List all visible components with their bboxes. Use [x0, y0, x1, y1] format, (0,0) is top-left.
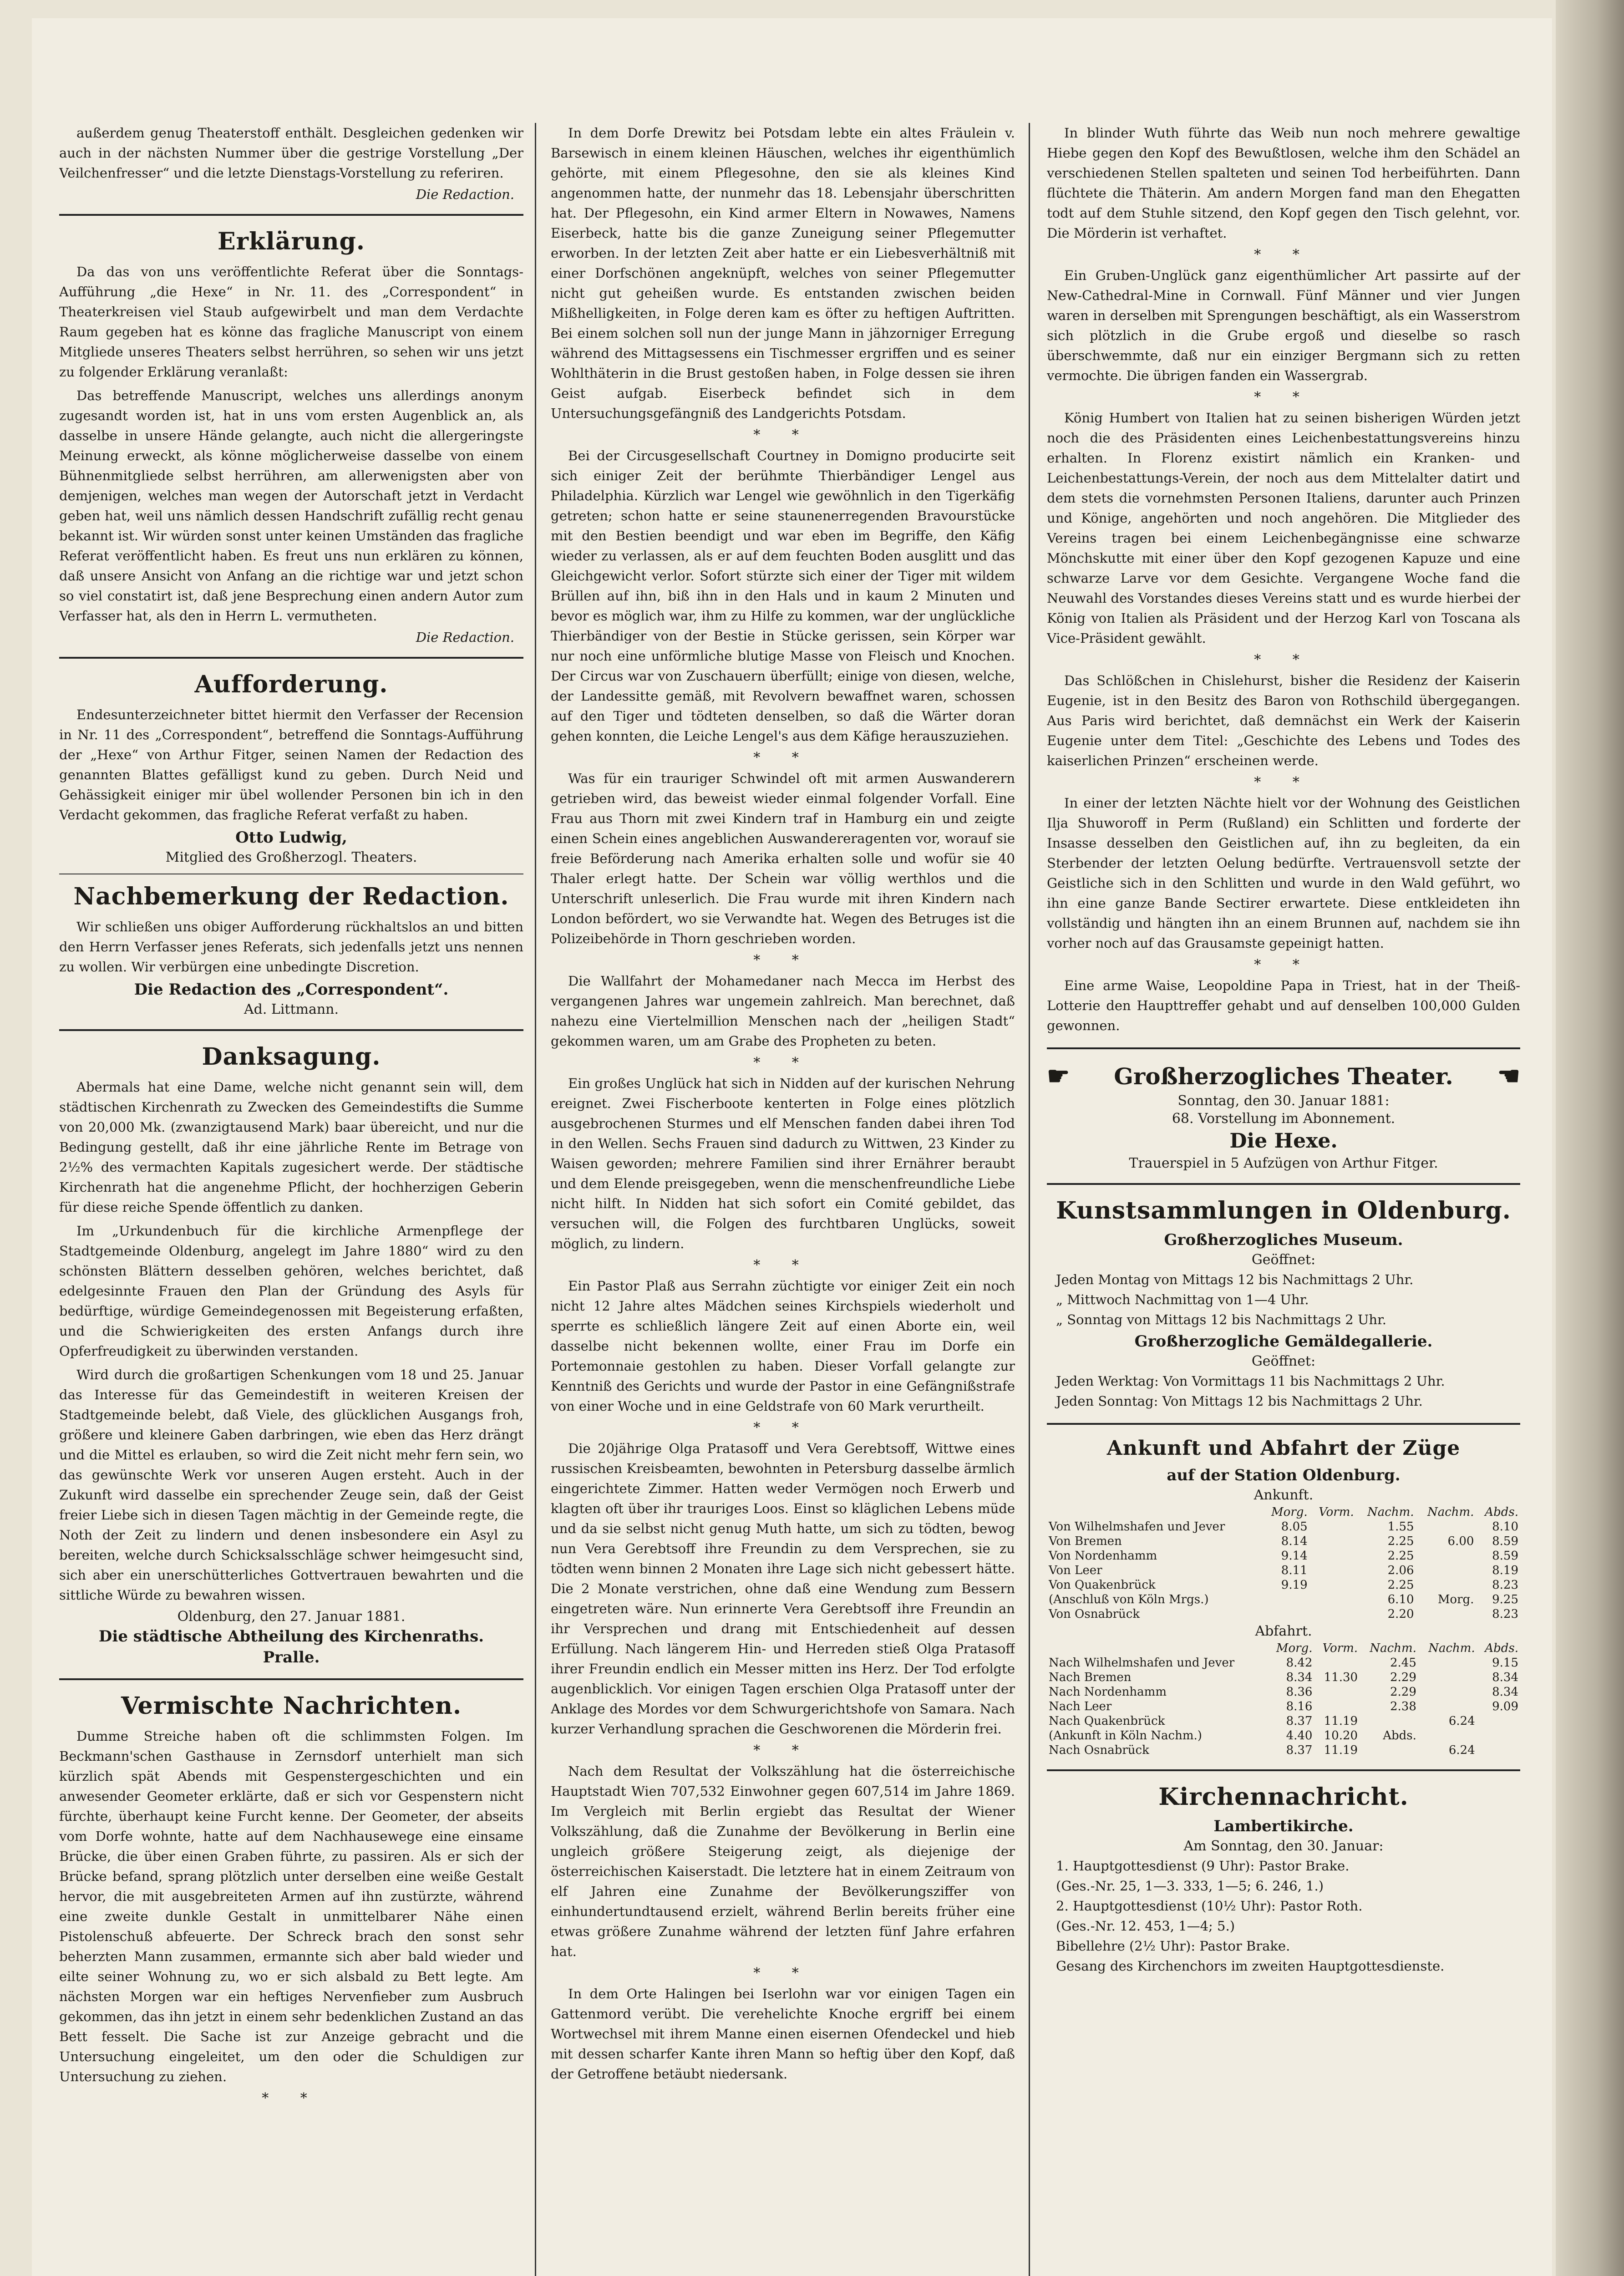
news-item: Die 20jährige Olga Pratasoff und Vera Gerebtsoff, Wittwe eines russischen Kreisbeamten, bewohnten in Petersburg dasselbe ärmlich eingerichtete Zimmer. Hatten weder Vermögen noch Erwerb und klagten oft über ihr trauriges Loos. Einst so kläglichen Lebens müde und da sie selbst nicht genug Muth hatte, um sich zu tödten, bewog nun Vera Gerebtsoff ihre Freundin zu dem Versprechen, sie zu tödten wenn binnen 2 Monaten ihre Lage sich nicht gebessert hätte. Die 2 Monate verstrichen, ohne daß eine Wendung zum Bessern eingetreten wäre. Nun erinnerte Vera Gerebtsoff ihre Freundin an ihr Versprechen und drang mit Entschiedenheit auf dessen Erfüllung. Nach längerem Hin- und Herreden stieß Olga Pratasoff ihrer Freundin endlich ein Messer mitten ins Herz. Der Tod erfolgte augenblicklich. Vor einigen Tagen erschien Olga Pratasoff unter der Anklage des Mordes vor dem Schwurgerichtshofe von Samara. Nach kurzer Verhandlung sprachen die Geschworenen die Mörderin frei.: [551, 1441, 1015, 1737]
column-divider: [1029, 123, 1030, 2276]
table-row: [1047, 1534, 1520, 1549]
table-cell: [1418, 1699, 1477, 1714]
ankunft-table: [1047, 1505, 1520, 1621]
section-stars: * *: [753, 952, 812, 968]
pointing-hand-left-icon: ☚: [1497, 1061, 1520, 1091]
section-stars: * *: [262, 2090, 321, 2106]
intro-text: außerdem genug Theaterstoff enthält. Desgleichen gedenken wir auch in der nächsten Nummer über die gestrige Vorstellung „Der Veilchenfresser“ und die letzte Dienstags-Vorstellung zu referiren.: [59, 125, 523, 181]
table-cell: [1262, 1607, 1309, 1621]
table-cell: 8.42: [1286, 1656, 1313, 1670]
table-cell: 2.45: [1390, 1656, 1416, 1670]
abfahrt-table: [1047, 1641, 1520, 1758]
news-item: Ein Pastor Plaß aus Serrahn züchtigte vor einiger Zeit ein noch nicht 12 Jahre altes Mädchen seines Kirchspiels wiederholt und sperrte es schließlich längere Zeit auf einen Aborte ein, weil dasselbe nicht bekennen wollte, einer Frau im Dorfe ein Portemonnaie gestohlen zu haben. Dieser Vorfall gelangte zur Kenntniß des Gerichts und wurde der Pastor in eine Gefängnißstrafe von einer Woche und in eine Geldstrafe von 60 Mark verurtheilt.: [551, 1278, 1015, 1414]
ankunft-label: Ankunft.: [1254, 1487, 1314, 1503]
news-item: In dem Dorfe Drewitz bei Potsdam lebte ein altes Fräulein v. Barsewisch in einem kleinen Häuschen, welches ihr eigenthümlich gehörte, mit einem Pflegesohne, den sie als kleines Kind angenommen hatte, der nunmehr das 18. Lebensjahr überschritten hat. Der Pflegesohn, ein Kind armer Eltern in Nowawes, Namens Eiserbeck, hatte bis die ganze Zuneigung seiner Pflegemutter erworben. In der letzten Zeit aber hatte er ein Liebesverhältniß mit einer Dorfschönen angeknüpft, welches von seiner Pflegemutter nicht gut geheißen wurde. Es entstanden zwischen beiden Mißhelligkeiten, in Folge deren kam es öfter zu heftigen Auftritten. Bei einem solchen soll nun der junge Mann in jähzorniger Erregung während des Mittagsessens ein Tischmesser ergriffen und es seiner Wohlthäterin in die Brust gestoßen haben, in Folge dessen sie ihren Geist aufgab. Eiserbeck befindet sich in dem Untersuchungsgefängniß des Landgerichts Potsdam.: [551, 125, 1015, 421]
column-middle: [551, 123, 1015, 2276]
divider: [59, 1678, 523, 1680]
table-header-cell: Nachm.: [1428, 1641, 1475, 1655]
table-header-cell: Morg.: [1271, 1505, 1308, 1519]
table-cell: [1262, 1592, 1309, 1607]
nachbemerkung-signature: Die Redaction des „Correspondent“.: [134, 981, 449, 999]
kirchen-line: 2. Hauptgottesdienst (10½ Uhr): Pastor Roth.: [1056, 1898, 1363, 1914]
table-cell: 8.10: [1492, 1520, 1518, 1534]
table-cell: [1309, 1592, 1356, 1607]
column-divider: [535, 123, 536, 2276]
table-cell: 8.37: [1286, 1743, 1313, 1757]
theater-performance: 68. Vorstellung im Abonnement.: [1172, 1111, 1396, 1127]
column-left: [59, 123, 523, 2276]
table-cell: 10.20: [1324, 1729, 1358, 1743]
table-cell: [1314, 1685, 1360, 1699]
table-cell: [1360, 1743, 1418, 1758]
table-cell: [1360, 1714, 1418, 1728]
museum-hours: „ Mittwoch Nachmittag von 1—4 Uhr.: [1056, 1292, 1309, 1307]
table-cell: 11.19: [1324, 1743, 1358, 1757]
table-cell: 8.16: [1286, 1700, 1313, 1713]
table-header-cell: Nachm.: [1370, 1641, 1416, 1655]
table-cell: 9.25: [1492, 1593, 1518, 1606]
table-cell: 2.20: [1387, 1607, 1414, 1621]
table-row: [1047, 1656, 1520, 1670]
table-header-cell: Vorm.: [1319, 1505, 1354, 1519]
news-item: Ein großes Unglück hat sich in Nidden auf der kurischen Nehrung ereignet. Zwei Fischerboote kenterten in Folge eines plötzlich ausgebrochenen Sturmes und elf Menschen fanden dabei ihren Tod in den Wellen. Sechs Frauen sind dadurch zu Wittwen, 23 Kinder zu Waisen geworden; mehrere Familien sind ihrer Ernährer beraubt und dem Elende preisgegeben, wenn die menschenfreundliche Liebe nicht hilft. In Nidden hat sich sofort ein Comité gebildet, das versuchen will, die Folgen des furchtbaren Unglücks, soweit möglich, zu lindern.: [551, 1076, 1015, 1251]
table-cell: 8.37: [1286, 1714, 1313, 1728]
table-cell: [1477, 1728, 1520, 1743]
table-row: [1047, 1592, 1520, 1607]
table-row: [1047, 1728, 1520, 1743]
galerie-hours: Jeden Werktag: Von Vormittags 11 bis Nachmittags 2 Uhr.: [1056, 1373, 1445, 1389]
table-cell: Nach Quakenbrück: [1049, 1714, 1165, 1728]
theater-header: [1047, 1061, 1520, 1091]
table-cell: [1418, 1728, 1477, 1743]
vermischte-text: Dumme Streiche haben oft die schlimmsten Folgen. Im Beckmann'schen Gasthause in Zernsdorf unterhielt man sich kürzlich spät Abends mit Gespenstergeschichten und ein anwesender Geometer erklärte, daß er sich vor Gespenstern nicht fürchte, überhaupt keine Furcht kenne. Der Geometer, der abseits vom Dorfe wohnte, hatte auf dem Nachhausewege eine einsame Brücke, die über einen Graben führte, zu passiren. Als er sich der Brücke befand, sprang plötzlich unter derselben eine weiße Gestalt hervor, die mit ausgebreiteten Armen auf ihn zustürzte, während eine zweite dunkle Gestalt in unmittelbarer Nähe einen Pistolenschuß abfeuerte. Der Schreck brach den sonst sehr beherzten Mann zusammen, ermannte sich aber bald wieder und eilte seiner Wohnung zu, wo er sich alsbald zu Bett legte. Am nächsten Morgen war ein heftiges Nervenfieber zum Ausbruch gekommen, das ihn jetzt in einem sehr bedenklichen Zustand an das Bett fesselt. Die Sache ist zur Anzeige gebracht und die Untersuchung eingeleitet, um den oder die Schuldigen zur Untersuchung zu ziehen.: [59, 1728, 523, 2084]
aufforderung-name: Otto Ludwig,: [235, 828, 347, 847]
table-header-cell: Nachm.: [1367, 1505, 1414, 1519]
table-cell: 9.19: [1281, 1578, 1308, 1592]
theater-play: Die Hexe.: [1229, 1129, 1338, 1153]
section-stars: * *: [1254, 652, 1313, 668]
aufforderung-role: Mitglied des Großherzogl. Theaters.: [165, 849, 417, 865]
table-cell: 4.40: [1286, 1729, 1313, 1743]
section-stars: * *: [753, 1743, 812, 1758]
table-cell: 8.14: [1281, 1534, 1308, 1548]
table-header-cell: [1047, 1641, 1268, 1656]
section-stars: * *: [1254, 247, 1313, 263]
table-header-cell: Morg.: [1276, 1641, 1313, 1655]
museum-title: Großherzogliches Museum.: [1164, 1231, 1403, 1249]
news-item: Ein Gruben-Unglück ganz eigenthümlicher Art passirte auf der New-Cathedral-Mine in Cornwall. Fünf Männer und vier Jungen waren in derselben mit Sprengungen beschäftigt, als ein Wasserstrom sich plötzlich in die Grube ergoß und dieselbe so rasch überschwemmte, daß nur ein einziger Bergmann sich zu retten vermochte. Die übrigen fanden ein Wassergrab.: [1047, 268, 1520, 383]
table-cell: 2.29: [1390, 1685, 1416, 1699]
table-cell: 2.25: [1387, 1534, 1414, 1548]
danksagung-title: Danksagung.: [202, 1043, 381, 1071]
table-cell: 8.23: [1492, 1607, 1518, 1621]
table-header-cell: Vorm.: [1322, 1641, 1358, 1655]
abfahrt-label: Abfahrt.: [1255, 1623, 1312, 1639]
table-cell: Von Nordenhamm: [1049, 1549, 1157, 1563]
pointing-hand-right-icon: ☛: [1047, 1061, 1070, 1091]
nachbemerkung-title: Nachbemerkung der Redaction.: [73, 883, 509, 910]
galerie-hours: Jeden Sonntag: Von Mittags 12 bis Nachmittags 2 Uhr.: [1056, 1393, 1423, 1409]
table-row: [1047, 1519, 1520, 1534]
table-cell: Morg.: [1437, 1593, 1474, 1606]
divider: [59, 1029, 523, 1031]
news-item: König Humbert von Italien hat zu seinen bisherigen Würden jetzt noch die des Präsidenten eines Leichenbestattungsvereins hinzu erhalten. In Florenz existirt nämlich ein Kranken- und Leichenbestattungs-Verein, der noch aus dem Mittelalter datirt und dem stets die vornehmsten Personen Italiens, darunter auch Prinzen und Könige, angehörten und noch angehören. Die Mitglieder des Vereins tragen bei einem Leichenbegängnisse eine schwarze Mönchskutte mit einer über den Kopf gezogenen Kapuze und eine schwarze Larve vor dem Gesichte. Vergangene Woche fand die Neuwahl des Vorstandes dieses Vereins statt und es wurde hierbei der König von Italien als Präsident und der Herzog Karl von Toscana als Vice-Präsident gewählt.: [1047, 410, 1520, 646]
section-stars: * *: [753, 1965, 812, 1981]
table-row: [1047, 1549, 1520, 1563]
table-cell: 9.09: [1492, 1700, 1518, 1713]
kirchen-date: Am Sonntag, den 30. Januar:: [1183, 1838, 1384, 1854]
table-cell: Nach Nordenhamm: [1049, 1685, 1167, 1699]
table-cell: [1418, 1685, 1477, 1699]
erklaerung-title: Erklärung.: [218, 228, 365, 255]
theater-description: Trauerspiel in 5 Aufzügen von Arthur Fitger.: [1129, 1155, 1438, 1171]
aufforderung-text: Endesunterzeichneter bittet hiermit den Verfasser der Recension in Nr. 11 des „Correspondent“, betreffend die Sonntags-Aufführung der „Hexe“ von Arthur Fitger, seinen Namen der Redaction des genannten Blattes gefälligst kund zu geben. Durch Neid und Gehässigkeit einiger mir übel wollender Personen bin ich in den Verdacht gekommen, das fragliche Referat verfaßt zu haben.: [59, 707, 523, 823]
table-cell: 8.59: [1492, 1549, 1518, 1563]
table-cell: [1416, 1549, 1476, 1563]
table-cell: Von Osnabrück: [1049, 1607, 1140, 1621]
table-cell: [1477, 1743, 1520, 1758]
table-cell: 2.25: [1387, 1578, 1414, 1592]
museum-hours: „ Sonntag von Mittags 12 bis Nachmittags 2 Uhr.: [1056, 1312, 1386, 1327]
section-stars: * *: [753, 1257, 812, 1273]
nachbemerkung-editor: Ad. Littmann.: [244, 1001, 339, 1017]
divider: [59, 214, 523, 216]
nachbemerkung-text: Wir schließen uns obiger Aufforderung rückhaltslos an und bitten den Herrn Verfasser jenes Referats, sich jedenfalls jetzt uns nennen zu wollen. Wir verbürgen eine unbedingte Discretion.: [59, 919, 523, 975]
divider: [59, 657, 523, 659]
section-stars: * *: [753, 1420, 812, 1436]
news-item: Nach dem Resultat der Volkszählung hat die österreichische Hauptstadt Wien 707,532 Einwohner gegen 607,514 im Jahre 1869. Im Vergleich mit Berlin ergiebt das Resultat der Wiener Volkszählung, daß die Zunahme der Bevölkerung in Berlin eine ungleich größere Steigerung zeigt, als diejenige der österreichischen Kaiserstadt. Die letztere hat in einem Zeitraum von elf Jahren eine Zunahme der Bevölkerungsziffer von einhundertundtausend erzielt, während Berlin bereits früher eine etwas größere Zunahme während der letzten fünf Jahre erfahren hat.: [551, 1763, 1015, 1959]
section-stars: * *: [753, 427, 812, 443]
table-cell: Von Quakenbrück: [1049, 1578, 1156, 1592]
table-cell: [1416, 1607, 1476, 1621]
table-cell: 8.19: [1492, 1564, 1518, 1577]
column-right: [1047, 123, 1520, 2276]
divider: [1047, 1183, 1520, 1185]
table-cell: [1416, 1563, 1476, 1578]
table-cell: Von Bremen: [1049, 1534, 1122, 1548]
table-cell: Nach Wilhelmshafen und Jever: [1049, 1656, 1235, 1670]
section-stars: * *: [753, 750, 812, 766]
news-item: Die Wallfahrt der Mohamedaner nach Mecca im Herbst des vergangenen Jahres war ungemein zahlreich. Man berechnet, daß nahezu eine Viertelmillion Menschen nach der „heiligen Stadt“ gekommen waren, um am Grabe des Propheten zu beten.: [551, 973, 1015, 1049]
zuege-title: Ankunft und Abfahrt der Züge: [1106, 1437, 1461, 1460]
table-cell: 6.10: [1387, 1593, 1414, 1606]
table-cell: 2.25: [1387, 1549, 1414, 1563]
table-row: [1047, 1699, 1520, 1714]
divider: [1047, 1047, 1520, 1049]
erklaerung-text: Da das von uns veröffentlichte Referat über die Sonntags-Aufführung „die Hexe“ in Nr. 11. des „Correspondent“ in Theaterkreisen viel Staub aufgewirbelt und man dem Verdachte Raum gegeben hat es könne das fragliche Manuscript von einem Mitgliede unseres Theaters selbst herrühren, so sehen wir uns jetzt zu folgender Erklärung veranlaßt:: [59, 264, 523, 380]
table-cell: 8.23: [1492, 1578, 1518, 1592]
table-cell: (Ankunft in Köln Nachm.): [1049, 1729, 1202, 1743]
news-item: Was für ein trauriger Schwindel oft mit armen Auswanderern getrieben wird, das beweist wieder einmal folgender Vorfall. Eine Frau aus Thorn mit zwei Kindern traf in Hamburg ein und zeigte einen Schein eines angeblichen Auswandereragenten vor, worauf sie freie Beförderung nach Amerika erhalten solle und wofür sie 40 Thaler erlegt hatte. Der Schein war völlig werthlos und die Unterschrift unleserlich. Die Frau wurde mit ihren Kindern nach London befördert, wo sie Verwandte hat. Wegen des Betruges ist die Polizeibehörde in Thorn geschrieben worden.: [551, 771, 1015, 946]
divider: [1047, 1769, 1520, 1771]
section-stars: * *: [753, 1055, 812, 1071]
table-cell: [1314, 1656, 1360, 1670]
table-cell: [1309, 1563, 1356, 1578]
table-cell: Nach Bremen: [1049, 1671, 1132, 1684]
table-row: [1047, 1743, 1520, 1758]
divider: [1047, 1423, 1520, 1425]
table-header-cell: Nachm.: [1427, 1505, 1474, 1519]
table-cell: 2.29: [1390, 1671, 1416, 1684]
table-cell: 8.34: [1286, 1671, 1313, 1684]
galerie-title: Großherzogliche Gemäldegallerie.: [1134, 1332, 1433, 1351]
zuege-subtitle: auf der Station Oldenburg.: [1167, 1466, 1401, 1484]
table-cell: [1309, 1549, 1356, 1563]
kirchen-line: 1. Hauptgottesdienst (9 Uhr): Pastor Brake.: [1056, 1858, 1350, 1874]
table-cell: 8.36: [1286, 1685, 1313, 1699]
table-row: [1047, 1685, 1520, 1699]
table-cell: 2.06: [1387, 1564, 1414, 1577]
binding-edge: [1556, 0, 1624, 2276]
news-item: Das Schlößchen in Chislehurst, bisher die Residenz der Kaiserin Eugenie, ist in den Besitz des Baron von Rothschild übergegangen. Aus Paris wird berichtet, daß demnächst ein Werk der Kaiserin Eugenie unter dem Titel: „Geschichte des Lebens und Todes des kaiserlichen Prinzen“ erscheinen werde.: [1047, 673, 1520, 768]
kirchen-line: Gesang des Kirchenchors im zweiten Hauptgottesdienste.: [1056, 1958, 1445, 1974]
table-cell: [1477, 1714, 1520, 1728]
table-cell: 8.11: [1281, 1564, 1308, 1577]
table-cell: 2.38: [1390, 1700, 1416, 1713]
vermischte-title: Vermischte Nachrichten.: [121, 1692, 462, 1720]
news-item: In blinder Wuth führte das Weib nun noch mehrere gewaltige Hiebe gegen den Kopf des Bewußtlosen, welche ihm den Schädel an verschiedenen Stellen spalteten und seinen Tod herbeiführten. Dann flüchtete die Thäterin. Am andern Morgen fand man den Ehegatten todt auf dem Stuhle sitzend, den Kopf gegen den Tisch gelehnt, vor. Die Mörderin ist verhaftet.: [1047, 125, 1520, 241]
erklaerung-text: Das betreffende Manuscript, welches uns allerdings anonym zugesandt worden ist, hat in uns vom ersten Augenblick an, als dasselbe in unsere Hände gelangte, auch nicht die allergeringste Meinung erweckt, als könne möglicherweise dasselbe von einem Bühnenmitgliede selbst herrühren, am allerwenigsten aber von demjenigen, welches man wegen der Autorschaft jetzt in Verdacht geben hat, weil uns nämlich dessen Handschrift zufällig recht genau bekannt ist. Wir würden sonst unter keinen Umständen das fragliche Referat veröffentlicht haben. Es freut uns nun erklären zu können, daß unsere Ansicht von Anfang an die richtige war und jetzt schon so viel constatirt ist, daß jene Besprechung einen andern Autor zum Verfasser hat, als den in Herrn L. vermutheten.: [59, 388, 523, 624]
news-item: Bei der Circusgesellschaft Courtney in Domigno producirte seit sich einiger Zeit der berühmte Thierbändiger Lengel aus Philadelphia. Kürzlich war Lengel wie gewöhnlich in den Tigerkäfig getreten; schon hatte er seine staunenerregenden Bravourstücke mit den Bestien beendigt und war eben im Begriffe, den Käfig wieder zu verlassen, als er auf dem feuchten Boden ausglitt und das Gleichgewicht verlor. Sofort stürzte sich einer der Tiger mit wildem Brüllen auf ihn, biß ihn in den Hals und in kaum 2 Minuten und bevor es möglich war, ihm zu Hilfe zu kommen, war der unglückliche Thierbändiger von der Bestie in Stücke gerissen, sein Körper war nur noch eine unförmliche blutige Masse von Fleisch und Knochen. Der Circus war von Zuschauern überfüllt; einige von diesen, welche, der Landessitte gemäß, mit Revolvern bewaffnet waren, schossen auf den Tiger und tödteten denselben, so daß die Wärter doran gehen konnten, die Leiche Lengel's aus dem Käfige herauszuziehen.: [551, 448, 1015, 744]
danksagung-text: Im „Urkundenbuch für die kirchliche Armenpflege der Stadtgemeinde Oldenburg, angelegt im Jahre 1880“ wird zu den schönsten Blättern desselben gehören, welches berichtet, daß edelgesinnte Frauen den Plan der Gründung des Asyls für bedürftige, würdige Gemeindegenossen mit Begeisterung erfaßten, und die Schwierigkeiten des ersten Anfangs durch ihre Opferfreudigkeit zu überwinden verstanden.: [59, 1223, 523, 1359]
table-cell: [1416, 1578, 1476, 1592]
galerie-open-label: Geöffnet:: [1251, 1353, 1316, 1369]
table-header-cell: [1047, 1505, 1262, 1519]
table-header-cell: Abds.: [1485, 1641, 1518, 1655]
section-stars: * *: [1254, 389, 1313, 405]
kirchen-line: (Ges.-Nr. 25, 1—3. 333, 1—5; 6. 246, 1.): [1056, 1878, 1324, 1894]
danksagung-place: Oldenburg, den 27. Januar 1881.: [177, 1609, 406, 1625]
table-cell: [1418, 1670, 1477, 1685]
table-cell: 11.30: [1324, 1671, 1358, 1684]
danksagung-name: Pralle.: [263, 1648, 320, 1666]
kirchen-title: Kirchennachricht.: [1158, 1783, 1409, 1811]
danksagung-text: Abermals hat eine Dame, welche nicht genannt sein will, dem städtischen Kirchenrath zu Zwecken des Gemeindestifts die Summe von 20,000 Mk. (zwanzigtausend Mark) baar übereicht, und nur die Bedingung gestellt, daß ihr eine jährliche Rente im Betrage von 2½% des vermachten Kapitals zugesichert werde. Der städtische Kirchenrath hat die angenehme Pflicht, der hochherzigen Geberin für diese reiche Spende öffentlich zu danken.: [59, 1079, 523, 1215]
table-header-cell: Abds.: [1485, 1505, 1518, 1519]
aufforderung-title: Aufforderung.: [194, 671, 388, 698]
table-cell: (Anschluß von Köln Mrgs.): [1049, 1593, 1209, 1606]
table-cell: 1.55: [1387, 1520, 1414, 1534]
intro-signature: Die Redaction.: [416, 187, 514, 202]
table-row: [1047, 1563, 1520, 1578]
museum-hours: Jeden Montag von Mittags 12 bis Nachmittags 2 Uhr.: [1056, 1272, 1414, 1287]
table-cell: 8.05: [1281, 1520, 1308, 1534]
table-cell: [1309, 1534, 1356, 1549]
table-row: [1047, 1578, 1520, 1592]
table-cell: [1309, 1519, 1356, 1534]
table-cell: Von Leer: [1049, 1564, 1102, 1577]
table-cell: 6.24: [1448, 1743, 1475, 1757]
table-cell: [1309, 1607, 1356, 1621]
table-cell: Nach Leer: [1049, 1700, 1112, 1713]
danksagung-text: Wird durch die großartigen Schenkungen vom 18 und 25. Januar das Interesse für das Gemeindestift in weiteren Kreisen der Stadtgemeinde belebt, daß Viele, des glücklichen Ausgangs froh, größere und kleinere Gaben darbringen, wie eben das Herz drängt und die Mittel es erlauben, so wird die Zeit nicht mehr fern sein, wo das gewünschte Werk vor unseren Augen ersteht. Auch in der Zukunft wird dasselbe ein sprechender Zeuge sein, daß der Geist freier Liebe sich in diesen Tagen mächtig in der Gemeinde regte, die Noth der Zeit zu lindern und denen insbesondere ein Asyl zu bereiten, welche durch Schicksalsschläge schwer heimgesucht sind, sich aber ein unerschütterliches Gottvertrauen bewahrten und die sittliche Würde zu bewahren wissen.: [59, 1367, 523, 1603]
kirchen-line: Bibellehre (2½ Uhr): Pastor Brake.: [1056, 1938, 1290, 1954]
erklaerung-signature: Die Redaction.: [416, 630, 514, 645]
table-cell: Abds.: [1383, 1729, 1416, 1743]
museum-open-label: Geöffnet:: [1251, 1252, 1316, 1268]
table-cell: Von Wilhelmshafen und Jever: [1049, 1520, 1225, 1534]
table-cell: 8.59: [1492, 1534, 1518, 1548]
table-cell: Nach Osnabrück: [1049, 1743, 1149, 1757]
kirchen-church: Lambertikirche.: [1213, 1817, 1354, 1835]
table-row: [1047, 1607, 1520, 1621]
table-cell: 6.24: [1448, 1714, 1475, 1728]
news-item: In dem Orte Halingen bei Iserlohn war vor einigen Tagen ein Gattenmord verübt. Die verehelichte Knoche ergriff bei einem Wortwechsel mit ihrem Manne einen eisernen Ofendeckel und hieb mit dessen scharfer Kante ihren Mann so heftig über den Kopf, daß der Getroffene betäubt niedersank.: [551, 1986, 1015, 2082]
news-item: In einer der letzten Nächte hielt vor der Wohnung des Geistlichen Ilja Shuworoff in Perm (Rußland) ein Schlitten und forderte der Insasse desselben den Geistlichen auf, ihn zu begleiten, da ein Sterbender der letzten Oelung bedürfte. Vertrauensvoll setzte der Geistliche sich in den Schlitten und wurde in den Wald geführt, wo ihn eine ganze Bande Sectirer erwartete. Diese entkleideten ihn vollständig und hängten ihn an einem Brunnen auf, nachdem sie ihn vorher noch auf das Grausamste gepeinigt hatten.: [1047, 795, 1520, 951]
section-stars: * *: [1254, 957, 1313, 973]
table-cell: 9.15: [1492, 1656, 1518, 1670]
table-cell: 8.34: [1492, 1671, 1518, 1684]
table-cell: 6.00: [1447, 1534, 1474, 1548]
table-cell: [1418, 1656, 1477, 1670]
kunst-title: Kunstsammlungen in Oldenburg.: [1056, 1197, 1511, 1224]
kirchen-line: (Ges.-Nr. 12. 453, 1—4; 5.): [1056, 1918, 1235, 1934]
table-cell: 8.34: [1492, 1685, 1518, 1699]
newspaper-page: [32, 18, 1552, 2276]
table-cell: [1309, 1578, 1356, 1592]
table-cell: [1314, 1699, 1360, 1714]
table-cell: 9.14: [1281, 1549, 1308, 1563]
table-row: [1047, 1670, 1520, 1685]
section-stars: * *: [1254, 774, 1313, 790]
table-cell: [1416, 1519, 1476, 1534]
danksagung-signature: Die städtische Abtheilung des Kirchenraths.: [98, 1627, 484, 1646]
table-cell: 11.19: [1324, 1714, 1358, 1728]
news-item: Eine arme Waise, Leopoldine Papa in Triest, hat in der Theiß-Lotterie den Haupttreffer gehabt und auf denselben 100,000 Gulden gewonnen.: [1047, 978, 1520, 1033]
theater-title: Großherzogliches Theater.: [1114, 1062, 1453, 1090]
theater-date: Sonntag, den 30. Januar 1881:: [1177, 1093, 1390, 1109]
table-row: [1047, 1714, 1520, 1728]
